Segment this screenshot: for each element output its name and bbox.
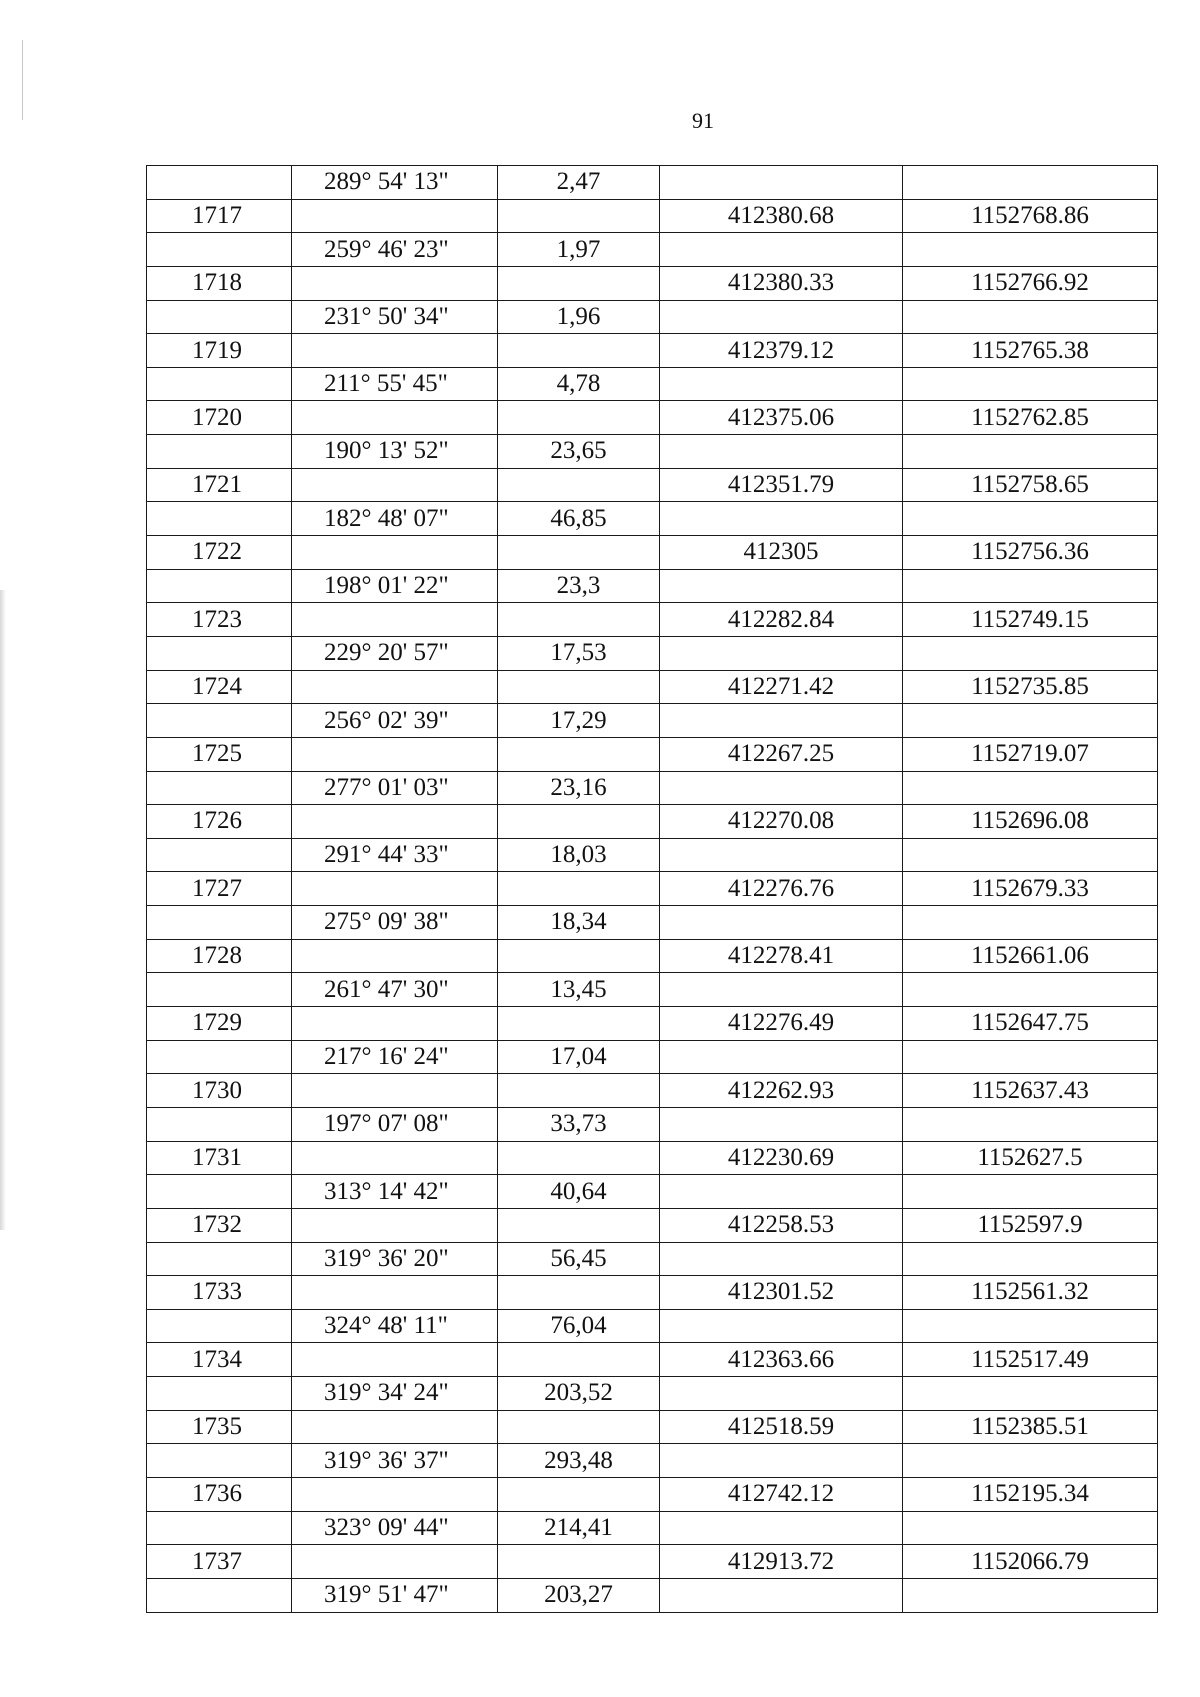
point-number-cell: 1733: [147, 1276, 292, 1310]
point-number-cell: 1726: [147, 805, 292, 839]
distance-cell: [498, 1410, 660, 1444]
bearing-angle-cell: [292, 737, 498, 771]
distance-cell: [498, 1545, 660, 1579]
bearing-angle-cell: 229° 20' 57": [292, 636, 498, 670]
x-coordinate-cell: [660, 906, 903, 940]
x-coordinate-cell: 412262.93: [660, 1074, 903, 1108]
y-coordinate-cell: [903, 1377, 1158, 1411]
distance-cell: [498, 670, 660, 704]
y-coordinate-cell: [903, 300, 1158, 334]
distance-cell: 2,47: [498, 166, 660, 200]
x-coordinate-cell: [660, 1107, 903, 1141]
y-coordinate-cell: 1152661.06: [903, 939, 1158, 973]
bearing-angle-cell: [292, 1276, 498, 1310]
point-number-cell: [147, 1511, 292, 1545]
table-row: [147, 1377, 1158, 1411]
point-number-cell: [147, 1175, 292, 1209]
distance-cell: [498, 266, 660, 300]
x-coordinate-cell: 412267.25: [660, 737, 903, 771]
point-number-cell: [147, 771, 292, 805]
table-row: [147, 737, 1158, 771]
point-number-cell: 1723: [147, 603, 292, 637]
table-row: [147, 704, 1158, 738]
bearing-angle-cell: [292, 872, 498, 906]
x-coordinate-cell: 412282.84: [660, 603, 903, 637]
distance-cell: 17,04: [498, 1040, 660, 1074]
y-coordinate-cell: 1152561.32: [903, 1276, 1158, 1310]
distance-cell: 76,04: [498, 1309, 660, 1343]
table-row: [147, 1545, 1158, 1579]
point-number-cell: [147, 906, 292, 940]
distance-cell: [498, 1141, 660, 1175]
y-coordinate-cell: 1152066.79: [903, 1545, 1158, 1579]
distance-cell: 18,03: [498, 838, 660, 872]
point-number-cell: [147, 502, 292, 536]
bearing-angle-cell: 259° 46' 23": [292, 233, 498, 267]
table-row: [147, 603, 1158, 637]
y-coordinate-cell: 1152627.5: [903, 1141, 1158, 1175]
distance-cell: 1,97: [498, 233, 660, 267]
y-coordinate-cell: 1152758.65: [903, 468, 1158, 502]
point-number-cell: 1717: [147, 199, 292, 233]
point-number-cell: 1721: [147, 468, 292, 502]
x-coordinate-cell: 412363.66: [660, 1343, 903, 1377]
y-coordinate-cell: 1152719.07: [903, 737, 1158, 771]
y-coordinate-cell: [903, 1107, 1158, 1141]
point-number-cell: 1720: [147, 401, 292, 435]
y-coordinate-cell: [903, 233, 1158, 267]
x-coordinate-cell: 412276.76: [660, 872, 903, 906]
bearing-angle-cell: [292, 1208, 498, 1242]
y-coordinate-cell: [903, 1444, 1158, 1478]
distance-cell: [498, 737, 660, 771]
point-number-cell: [147, 233, 292, 267]
point-number-cell: 1728: [147, 939, 292, 973]
distance-cell: [498, 1208, 660, 1242]
x-coordinate-cell: 412913.72: [660, 1545, 903, 1579]
table-row: [147, 805, 1158, 839]
bearing-angle-cell: 277° 01' 03": [292, 771, 498, 805]
table-row: [147, 233, 1158, 267]
x-coordinate-cell: 412305: [660, 536, 903, 570]
table-row: [147, 1040, 1158, 1074]
bearing-angle-cell: 313° 14' 42": [292, 1175, 498, 1209]
bearing-angle-cell: 198° 01' 22": [292, 569, 498, 603]
distance-cell: [498, 401, 660, 435]
distance-cell: [498, 468, 660, 502]
bearing-angle-cell: [292, 1007, 498, 1041]
y-coordinate-cell: [903, 973, 1158, 1007]
y-coordinate-cell: [903, 367, 1158, 401]
table-row: [147, 536, 1158, 570]
x-coordinate-cell: 412380.68: [660, 199, 903, 233]
table-row: [147, 468, 1158, 502]
x-coordinate-cell: 412301.52: [660, 1276, 903, 1310]
y-coordinate-cell: 1152756.36: [903, 536, 1158, 570]
x-coordinate-cell: 412258.53: [660, 1208, 903, 1242]
table-row: [147, 838, 1158, 872]
bearing-angle-cell: 319° 34' 24": [292, 1377, 498, 1411]
y-coordinate-cell: 1152766.92: [903, 266, 1158, 300]
table-row: [147, 939, 1158, 973]
y-coordinate-cell: [903, 636, 1158, 670]
bearing-angle-cell: [292, 1074, 498, 1108]
bearing-angle-cell: [292, 603, 498, 637]
table-row: [147, 670, 1158, 704]
table-row: [147, 872, 1158, 906]
x-coordinate-cell: [660, 771, 903, 805]
point-number-cell: 1722: [147, 536, 292, 570]
x-coordinate-cell: [660, 636, 903, 670]
y-coordinate-cell: 1152195.34: [903, 1477, 1158, 1511]
x-coordinate-cell: 412742.12: [660, 1477, 903, 1511]
bearing-angle-cell: [292, 1141, 498, 1175]
y-coordinate-cell: 1152762.85: [903, 401, 1158, 435]
bearing-angle-cell: [292, 401, 498, 435]
x-coordinate-cell: [660, 1175, 903, 1209]
point-number-cell: [147, 1377, 292, 1411]
distance-cell: 23,65: [498, 435, 660, 469]
table-row: [147, 1444, 1158, 1478]
bearing-angle-cell: 289° 54' 13": [292, 166, 498, 200]
table-row: [147, 266, 1158, 300]
distance-cell: 13,45: [498, 973, 660, 1007]
point-number-cell: 1730: [147, 1074, 292, 1108]
distance-cell: 23,16: [498, 771, 660, 805]
x-coordinate-cell: 412271.42: [660, 670, 903, 704]
x-coordinate-cell: [660, 973, 903, 1007]
y-coordinate-cell: [903, 1175, 1158, 1209]
bearing-angle-cell: 261° 47' 30": [292, 973, 498, 1007]
x-coordinate-cell: [660, 300, 903, 334]
x-coordinate-cell: 412351.79: [660, 468, 903, 502]
point-number-cell: 1724: [147, 670, 292, 704]
x-coordinate-cell: [660, 502, 903, 536]
point-number-cell: [147, 367, 292, 401]
distance-cell: 203,52: [498, 1377, 660, 1411]
x-coordinate-cell: [660, 1242, 903, 1276]
table-row: [147, 199, 1158, 233]
table-row: [147, 1410, 1158, 1444]
y-coordinate-cell: 1152637.43: [903, 1074, 1158, 1108]
distance-cell: 293,48: [498, 1444, 660, 1478]
x-coordinate-cell: [660, 1040, 903, 1074]
x-coordinate-cell: [660, 704, 903, 738]
distance-cell: 23,3: [498, 569, 660, 603]
table-row: [147, 1007, 1158, 1041]
distance-cell: 214,41: [498, 1511, 660, 1545]
point-number-cell: 1725: [147, 737, 292, 771]
distance-cell: [498, 1074, 660, 1108]
table-row: [147, 166, 1158, 200]
bearing-angle-cell: 217° 16' 24": [292, 1040, 498, 1074]
bearing-angle-cell: 211° 55' 45": [292, 367, 498, 401]
bearing-angle-cell: 231° 50' 34": [292, 300, 498, 334]
table-row: [147, 300, 1158, 334]
point-number-cell: [147, 704, 292, 738]
x-coordinate-cell: [660, 1309, 903, 1343]
table-row: [147, 1107, 1158, 1141]
point-number-cell: [147, 636, 292, 670]
bearing-angle-cell: [292, 1410, 498, 1444]
table-row: [147, 1309, 1158, 1343]
y-coordinate-cell: 1152749.15: [903, 603, 1158, 637]
point-number-cell: 1734: [147, 1343, 292, 1377]
bearing-angle-cell: [292, 805, 498, 839]
point-number-cell: 1729: [147, 1007, 292, 1041]
distance-cell: 33,73: [498, 1107, 660, 1141]
point-number-cell: [147, 569, 292, 603]
point-number-cell: [147, 1040, 292, 1074]
bearing-angle-cell: 319° 51' 47": [292, 1578, 498, 1612]
y-coordinate-cell: 1152765.38: [903, 334, 1158, 368]
bearing-angle-cell: [292, 334, 498, 368]
point-number-cell: [147, 1107, 292, 1141]
bearing-angle-cell: 190° 13' 52": [292, 435, 498, 469]
y-coordinate-cell: [903, 1578, 1158, 1612]
y-coordinate-cell: 1152647.75: [903, 1007, 1158, 1041]
distance-cell: 203,27: [498, 1578, 660, 1612]
x-coordinate-cell: 412518.59: [660, 1410, 903, 1444]
bearing-angle-cell: 275° 09' 38": [292, 906, 498, 940]
point-number-cell: 1718: [147, 266, 292, 300]
point-number-cell: [147, 1309, 292, 1343]
table-row: [147, 1343, 1158, 1377]
table-row: [147, 771, 1158, 805]
y-coordinate-cell: 1152517.49: [903, 1343, 1158, 1377]
table-row: [147, 1511, 1158, 1545]
y-coordinate-cell: [903, 569, 1158, 603]
table-row: [147, 1175, 1158, 1209]
table-row: [147, 1208, 1158, 1242]
table-row: [147, 569, 1158, 603]
x-coordinate-cell: [660, 233, 903, 267]
distance-cell: 17,53: [498, 636, 660, 670]
x-coordinate-cell: [660, 1511, 903, 1545]
scan-edge-shadow: [0, 590, 6, 1230]
distance-cell: 46,85: [498, 502, 660, 536]
distance-cell: [498, 1343, 660, 1377]
distance-cell: [498, 1477, 660, 1511]
y-coordinate-cell: [903, 1040, 1158, 1074]
page-number: [0, 108, 1200, 134]
table-row: [147, 906, 1158, 940]
distance-cell: [498, 1007, 660, 1041]
bearing-angle-cell: 324° 48' 11": [292, 1309, 498, 1343]
point-number-cell: 1736: [147, 1477, 292, 1511]
x-coordinate-cell: [660, 1578, 903, 1612]
point-number-cell: [147, 1444, 292, 1478]
table-row: [147, 367, 1158, 401]
bearing-angle-cell: [292, 670, 498, 704]
x-coordinate-cell: 412276.49: [660, 1007, 903, 1041]
y-coordinate-cell: 1152597.9: [903, 1208, 1158, 1242]
point-number-cell: [147, 1578, 292, 1612]
x-coordinate-cell: [660, 1444, 903, 1478]
table-row: [147, 435, 1158, 469]
point-number-cell: 1719: [147, 334, 292, 368]
y-coordinate-cell: [903, 906, 1158, 940]
y-coordinate-cell: [903, 838, 1158, 872]
bearing-angle-cell: 182° 48' 07": [292, 502, 498, 536]
bearing-angle-cell: 319° 36' 37": [292, 1444, 498, 1478]
point-number-cell: [147, 166, 292, 200]
x-coordinate-cell: 412270.08: [660, 805, 903, 839]
x-coordinate-cell: 412375.06: [660, 401, 903, 435]
point-number-cell: [147, 973, 292, 1007]
bearing-angle-cell: [292, 939, 498, 973]
distance-cell: [498, 939, 660, 973]
distance-cell: [498, 199, 660, 233]
point-number-cell: [147, 1242, 292, 1276]
distance-cell: 56,45: [498, 1242, 660, 1276]
y-coordinate-cell: [903, 166, 1158, 200]
y-coordinate-cell: 1152679.33: [903, 872, 1158, 906]
bearing-angle-cell: 319° 36' 20": [292, 1242, 498, 1276]
x-coordinate-cell: [660, 435, 903, 469]
point-number-cell: [147, 435, 292, 469]
page-number-text: 91: [692, 108, 714, 133]
distance-cell: 40,64: [498, 1175, 660, 1209]
distance-cell: 18,34: [498, 906, 660, 940]
coordinates-table: [146, 165, 1158, 1613]
table-row: [147, 1141, 1158, 1175]
distance-cell: [498, 334, 660, 368]
x-coordinate-cell: 412230.69: [660, 1141, 903, 1175]
y-coordinate-cell: [903, 771, 1158, 805]
y-coordinate-cell: [903, 1242, 1158, 1276]
bearing-angle-cell: [292, 536, 498, 570]
bearing-angle-cell: [292, 1545, 498, 1579]
table-row: [147, 334, 1158, 368]
y-coordinate-cell: [903, 502, 1158, 536]
point-number-cell: [147, 838, 292, 872]
point-number-cell: 1731: [147, 1141, 292, 1175]
table-row: [147, 1242, 1158, 1276]
x-coordinate-cell: [660, 569, 903, 603]
y-coordinate-cell: 1152768.86: [903, 199, 1158, 233]
coordinates-table-body: [147, 166, 1158, 1613]
table-row: [147, 1578, 1158, 1612]
distance-cell: [498, 805, 660, 839]
table-row: [147, 401, 1158, 435]
bearing-angle-cell: [292, 468, 498, 502]
x-coordinate-cell: 412278.41: [660, 939, 903, 973]
distance-cell: 1,96: [498, 300, 660, 334]
distance-cell: [498, 536, 660, 570]
x-coordinate-cell: 412379.12: [660, 334, 903, 368]
distance-cell: [498, 1276, 660, 1310]
table-row: [147, 1276, 1158, 1310]
bearing-angle-cell: 197° 07' 08": [292, 1107, 498, 1141]
bearing-angle-cell: 256° 02' 39": [292, 704, 498, 738]
distance-cell: [498, 603, 660, 637]
x-coordinate-cell: [660, 838, 903, 872]
bearing-angle-cell: 323° 09' 44": [292, 1511, 498, 1545]
distance-cell: 4,78: [498, 367, 660, 401]
table-row: [147, 636, 1158, 670]
point-number-cell: 1735: [147, 1410, 292, 1444]
bearing-angle-cell: [292, 1343, 498, 1377]
distance-cell: 17,29: [498, 704, 660, 738]
point-number-cell: 1727: [147, 872, 292, 906]
table-row: [147, 1074, 1158, 1108]
table-row: [147, 1477, 1158, 1511]
point-number-cell: [147, 300, 292, 334]
y-coordinate-cell: [903, 1511, 1158, 1545]
x-coordinate-cell: [660, 1377, 903, 1411]
y-coordinate-cell: 1152696.08: [903, 805, 1158, 839]
x-coordinate-cell: [660, 166, 903, 200]
distance-cell: [498, 872, 660, 906]
bearing-angle-cell: [292, 199, 498, 233]
y-coordinate-cell: [903, 704, 1158, 738]
x-coordinate-cell: 412380.33: [660, 266, 903, 300]
table-row: [147, 973, 1158, 1007]
table-row: [147, 502, 1158, 536]
point-number-cell: 1737: [147, 1545, 292, 1579]
x-coordinate-cell: [660, 367, 903, 401]
y-coordinate-cell: [903, 1309, 1158, 1343]
bearing-angle-cell: [292, 1477, 498, 1511]
y-coordinate-cell: 1152385.51: [903, 1410, 1158, 1444]
bearing-angle-cell: [292, 266, 498, 300]
bearing-angle-cell: 291° 44' 33": [292, 838, 498, 872]
point-number-cell: 1732: [147, 1208, 292, 1242]
y-coordinate-cell: 1152735.85: [903, 670, 1158, 704]
y-coordinate-cell: [903, 435, 1158, 469]
